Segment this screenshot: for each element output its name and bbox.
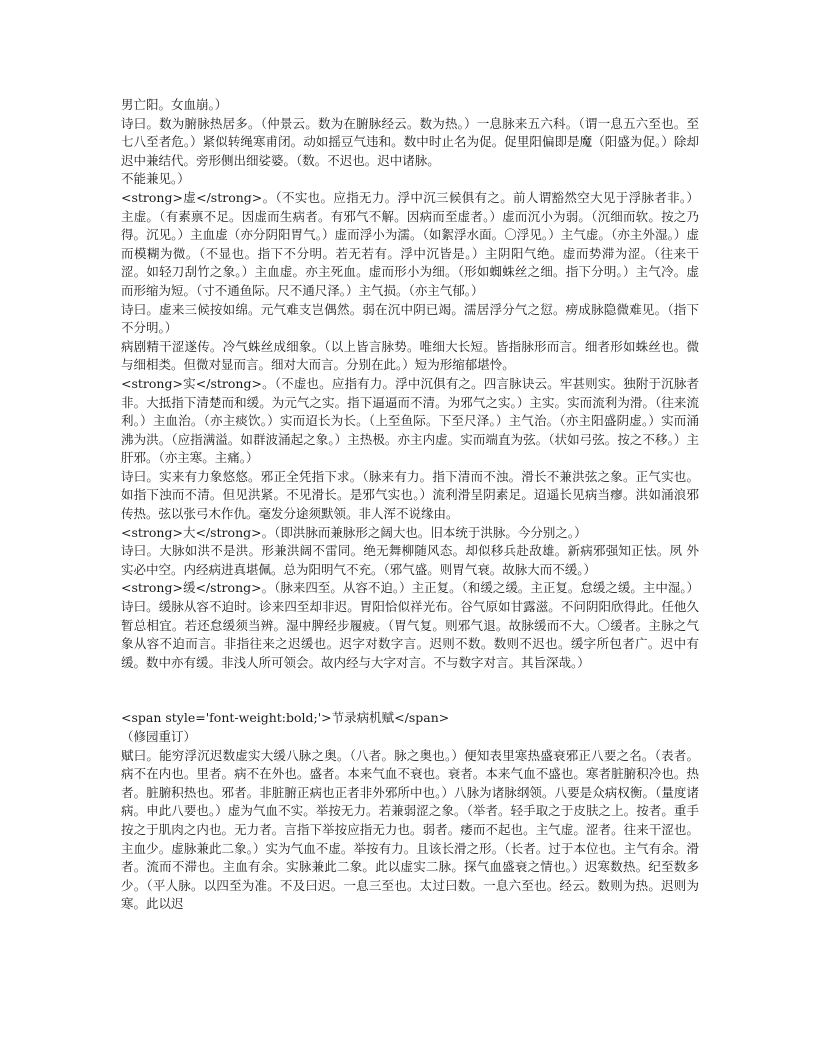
section-title: <span style='font-weight:bold;'>节录病机赋</span> [121, 710, 450, 726]
text-line: 赋曰。能穷浮沉迟数虚实大缓八脉之奥。（八者。脉之奥也。）便知表里寒热盛衰邪正八要之名。（表者。病不在内也。里者。病不在外也。盛者。本来气血不衰也。衰者。本来气血不盛也。寒者脏腑积冷也。热者。脏腑积热也。邪者。非脏腑正病也正者非外邪所中也。）八脉为诸脉纲领。八要是众病权衡。（量度诸病。申此八要也。）虚为气血不实。举按无力。若兼弱涩之象。（举者。轻手取之于皮肤之上。按者。重手按之于肌肉之内也。无力者。言指下举按应指无力也。弱者。痿而不起也。主气虚。涩者。往来干涩也。主血少。虚脉兼此二象。）实为气血不虚。举按有力。且该长滑之形。（长者。过于本位也。主气有余。滑者。流而不滞也。主血有余。实脉兼此二象。此以虚实二脉。探气血盛衰之情也。）迟寒数热。纪至数多少。（平人脉。以四至为准。不及曰迟。一息三至也。太过曰数。一息六至也。经云。数则为热。迟则为寒。此以迟 [121, 747, 699, 912]
section-subtitle: （修园重订） [121, 729, 197, 744]
text-line: 诗曰。虚来三候按如绵。元气难支岂偶然。弱在沉中阴已竭。濡居浮分气之愆。痨成脉隐微难见。（指下不分明。） [121, 301, 699, 336]
text-line: 诗曰。大脉如洪不是洪。形兼洪阔不雷同。绝无舞柳随风态。却似移兵赴敌雄。新病邪强知正怯。夙 外实必中空。内经病进真堪佩。总为阳明气不充。（邪气盛。则胃气衰。故脉大而不缓。） [121, 543, 699, 577]
text-line: <strong>缓</strong>。（脉来四至。从容不迫。）主正复。（和缓之缓。主正复。怠缓之缓。主中湿。） [121, 580, 700, 596]
text-line: 诗曰。缓脉从容不迫时。诊来四至却非迟。胃阳恰似祥光布。谷气原如甘露滋。不问阴阳欣得此。任他久暂总相宜。若还怠缓须当辨。湿中脾经步履疲。（胃气复。则邪气退。故脉缓而不大。〇缓者。主脉之气象从容不迫而言。非指往来之迟缓也。迟字对数字言。迟则不数。数则不迟也。缓字所包者广。迟中有缓。数中亦有缓。非浅人所可领会。故内经与大字对言。不与数字对言。其旨深哉。） [121, 599, 699, 670]
text-line: <strong>虚</strong>。（不实也。应指无力。浮中沉三候俱有之。前人谓豁然空大见于浮脉者非。）主虚。（有素禀不足。因虚而生病者。有邪气不解。因病而至虚者。）虚而沉小为弱。（沉细而软。按之乃得。沉见。）主血虚（亦分阴阳胃气。）虚而浮小为濡。（如絮浮水面。〇浮见。）主气虚。（亦主外湿。）虚而模糊为微。（不显也。指下不分明。若无若有。浮中沉皆是。）主阴阳气绝。虚而势滞为涩。（往来干涩。如轻刀刮竹之象。）主血虚。亦主死血。虚而形小为细。（形如蜘蛛丝之细。指下分明。）主气冷。虚而形缩为短。（寸不通鱼际。尺不通尺泽。）主气损。（亦主气郁。） [121, 189, 699, 298]
text-line: <strong>实</strong>。（不虚也。应指有力。浮中沉俱有之。四言脉诀云。牢甚则实。独附于沉脉者非。大抵指下清楚而和缓。为元气之实。指下逼逼而不清。为邪气之实。）主实。实而流利为滑。（往来流利。）主血治。（亦主痰饮。）实而迢长为长。（上至鱼际。下至尺泽。）主气治。（亦主阳盛阴虚。）实而涌沸为洪。（应指满溢。如群波涌起之象。）主热极。亦主内虚。实而端直为弦。（状如弓弦。按之不移。）主肝邪。（亦主寒。主痛。） [121, 375, 699, 466]
text-line: 男亡阳。女血崩。） [121, 97, 228, 112]
text-line: 不能兼见。） [121, 171, 190, 187]
document-page [121, 96, 699, 914]
text-line: 诗曰。数为腑脉热居多。（仲景云。数为在腑脉经云。数为热。）一息脉来五六科。（谓一息五六至也。至七八至者危。）紧似转绳寒甫闭。动如摇豆气违和。数中时止名为促。促里阳偏即是魔（阳盛为促。）除却迟中兼结代。旁形侧出细娑婆。（数。不迟也。迟中诸脉。 [121, 115, 699, 168]
text-line: <strong>大</strong>。（即洪脉而兼脉形之阔大也。旧本统于洪脉。今分别之。） [121, 524, 587, 540]
section-gap [121, 672, 699, 709]
text-line: 诗曰。实来有力象悠悠。邪正全凭指下求。（脉来有力。指下清而不浊。滑长不兼洪弦之象。正气实也。如指下浊而不清。但见洪紧。不见滑长。是邪气实也。）流利滑呈阴素足。迢遥长见病当瘳。洪如涌浪邪传热。弦以张弓木作仇。毫发分途须默领。非人浑不说缘由。 [121, 468, 699, 522]
text-line: 病剧精干涩遂传。冷气蛛丝成细象。（以上皆言脉势。唯细大长短。皆指脉形而言。细者形如蛛丝也。微与细相类。但微对显而言。细对大而言。分别在此。）短为形缩郁堪怜。 [121, 338, 699, 373]
